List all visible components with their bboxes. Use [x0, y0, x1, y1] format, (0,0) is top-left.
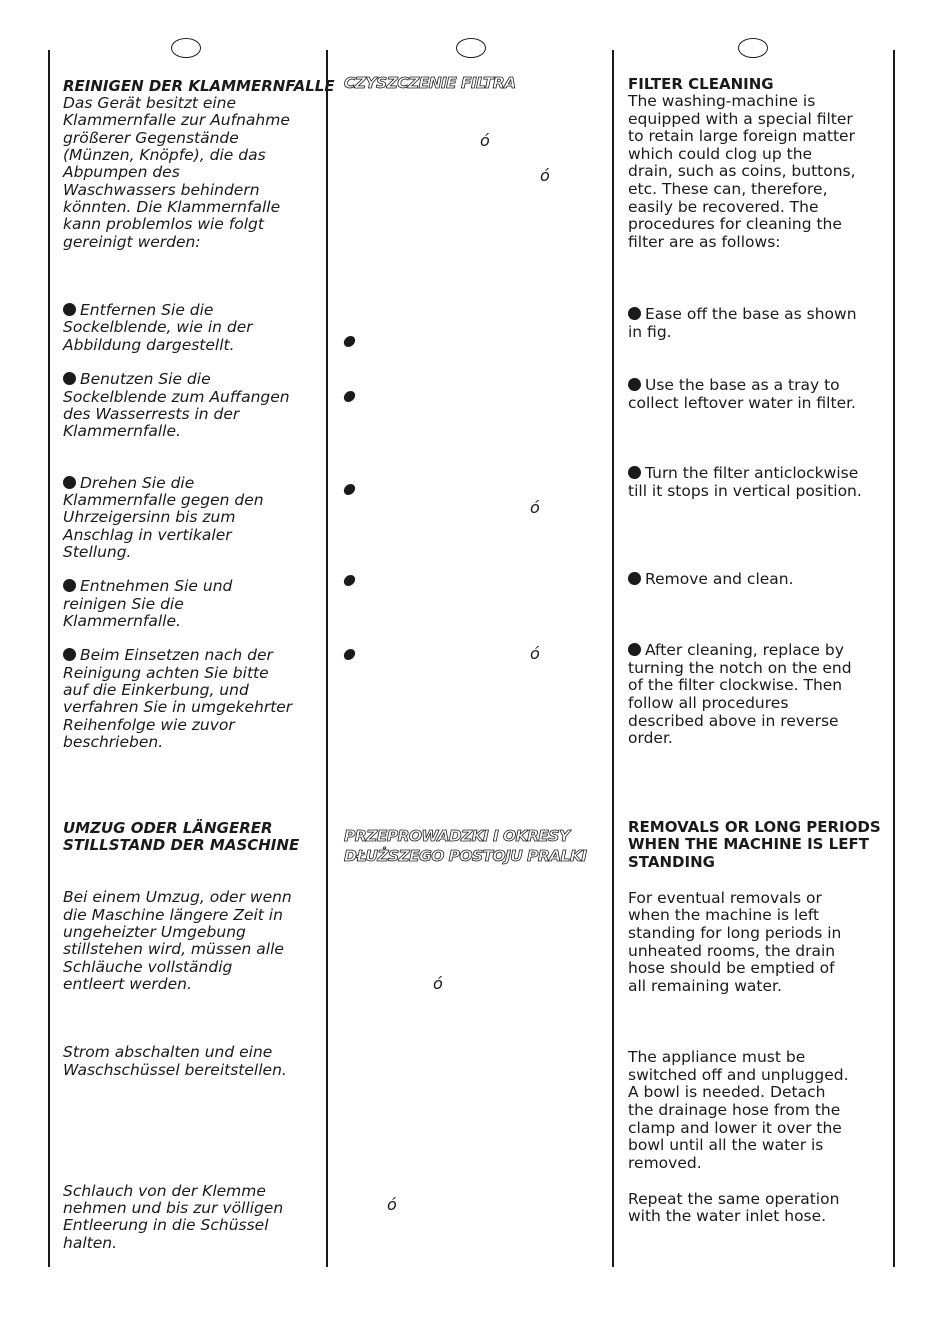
text-line: Schläuche vollständig — [63, 958, 233, 976]
text-line: Stellung. — [63, 543, 132, 561]
text-line: des Wasserrests in der — [63, 405, 240, 423]
bullet-icon — [63, 648, 76, 661]
text-line: The appliance must be — [628, 1048, 806, 1066]
text-line: Klammernfalle gegen den — [63, 491, 264, 509]
text-line: verfahren Sie in umgekehrter — [63, 698, 293, 716]
text-line: removed. — [628, 1154, 702, 1172]
text-line: Klammernfalle. — [63, 612, 181, 630]
text-line: of the filter clockwise. Then — [628, 676, 843, 694]
bullet-icon — [343, 391, 356, 402]
bullet-icon — [343, 484, 356, 495]
text-line: procedures for cleaning the — [628, 215, 842, 233]
text-line: switched off and unplugged. — [628, 1066, 849, 1084]
bullet-icon — [628, 572, 641, 585]
text-line: die Maschine längere Zeit in — [63, 906, 283, 924]
polish-column — [344, 0, 602, 1324]
german-column — [63, 0, 335, 1324]
text-line: order. — [628, 729, 673, 747]
text-line: Anschlag in vertikaler — [63, 526, 232, 544]
text-line: Entfernen Sie die — [63, 302, 213, 319]
text-line: Klammernfalle zur Aufnahme — [63, 111, 290, 129]
pl-heading-filter: CZYSZCZENIE FILTRA — [344, 74, 516, 92]
text-line: Reihenfolge wie zuvor — [63, 716, 235, 734]
text-line: After cleaning, replace by — [628, 642, 844, 659]
text-line: Waschschüssel bereitstellen. — [63, 1061, 287, 1079]
text-line: nehmen und bis zur völligen — [63, 1199, 284, 1217]
pl-bullet — [344, 333, 359, 350]
de-heading-removals-2: STILLSTAND DER MASCHINE — [63, 836, 300, 854]
text-line: Use the base as a tray to — [628, 377, 840, 394]
text-line: Sockelblende zum Auffangen — [63, 388, 290, 406]
text-line: Abpumpen des — [63, 163, 180, 181]
pl-glyph: ó — [433, 974, 443, 993]
pl-bullet — [344, 388, 359, 405]
right-border — [893, 50, 895, 1267]
bullet-icon — [63, 579, 76, 592]
bullet-icon — [628, 466, 641, 479]
en-heading-removals-3: STANDING — [628, 853, 715, 871]
text-line: Turn the filter anticlockwise — [628, 465, 858, 482]
pl-heading-removals-1: PRZEPROWADZKI I OKRESY — [344, 827, 570, 845]
pl-bullet — [344, 572, 359, 589]
en-heading-removals-2: WHEN THE MACHINE IS LEFT — [628, 835, 869, 853]
text-line: Reinigung achten Sie bitte — [63, 664, 269, 682]
text-line: stillstehen wird, müssen alle — [63, 940, 284, 958]
text-line: easily be recovered. The — [628, 198, 819, 216]
text-line: all remaining water. — [628, 977, 782, 995]
text-line: Waschwassers behindern — [63, 181, 260, 199]
text-line: filter are as follows: — [628, 233, 781, 251]
pl-glyph: ó — [530, 498, 540, 517]
text-line: (Münzen, Knöpfe), die das — [63, 146, 266, 164]
text-line: standing for long periods in — [628, 924, 842, 942]
pl-bullet — [344, 481, 359, 498]
text-line: in fig. — [628, 323, 672, 341]
text-line: halten. — [63, 1234, 117, 1252]
text-line: kann problemlos wie folgt — [63, 215, 264, 233]
bullet-icon — [343, 336, 356, 347]
text-line: clamp and lower it over the — [628, 1119, 842, 1137]
text-line: when the machine is left — [628, 906, 820, 924]
bullet-icon — [63, 303, 76, 316]
text-line: bowl until all the water is — [628, 1136, 824, 1154]
text-line: Uhrzeigersinn bis zum — [63, 508, 236, 526]
text-line: etc. These can, therefore, — [628, 180, 828, 198]
english-column — [628, 0, 886, 1324]
text-line: Remove and clean. — [628, 571, 794, 588]
text-line: Entleerung in die Schüssel — [63, 1216, 269, 1234]
text-line: hose should be emptied of — [628, 959, 835, 977]
text-line: Ease off the base as shown — [628, 306, 857, 323]
de-heading-removals-1: UMZUG ODER LÄNGERER — [63, 819, 273, 837]
bullet-icon — [628, 643, 641, 656]
text-line: to retain large foreign matter — [628, 127, 855, 145]
text-line: entleert werden. — [63, 975, 192, 993]
text-line: Beim Einsetzen nach der — [63, 647, 273, 664]
text-line: till it stops in vertical position. — [628, 482, 862, 500]
text-line: unheated rooms, the drain — [628, 942, 836, 960]
bullet-icon — [343, 575, 356, 586]
text-line: which could clog up the — [628, 145, 813, 163]
pl-glyph: ó — [540, 166, 550, 185]
text-line: könnten. Die Klammernfalle — [63, 198, 281, 216]
bullet-icon — [628, 307, 641, 320]
text-line: Repeat the same operation — [628, 1190, 840, 1208]
text-line: Bei einem Umzug, oder wenn — [63, 888, 292, 906]
text-line: equipped with a special filter — [628, 110, 853, 128]
text-line: ungeheizter Umgebung — [63, 923, 246, 941]
text-line: For eventual removals or — [628, 889, 822, 907]
pl-glyph: ó — [530, 644, 540, 663]
text-line: with the water inlet hose. — [628, 1207, 827, 1225]
text-line: A bowl is needed. Detach — [628, 1083, 826, 1101]
text-line: Abbildung dargestellt. — [63, 336, 235, 354]
text-line: the drainage hose from the — [628, 1101, 841, 1119]
text-line: collect leftover water in filter. — [628, 394, 856, 412]
text-line: Klammernfalle. — [63, 422, 181, 440]
pl-heading-removals-2: DŁUŻSZEGO POSTOJU PRALKI — [344, 847, 587, 865]
text-line: drain, such as coins, buttons, — [628, 162, 856, 180]
text-line: Benutzen Sie die — [63, 371, 211, 388]
text-line: described above in reverse — [628, 712, 839, 730]
text-line: beschrieben. — [63, 733, 164, 751]
text-line: turning the notch on the end — [628, 659, 852, 677]
divider-1 — [326, 50, 328, 1267]
left-border — [48, 50, 50, 1267]
bullet-icon — [343, 649, 356, 660]
pl-bullet — [344, 646, 359, 663]
text-line: Drehen Sie die — [63, 475, 194, 492]
text-line: Sockelblende, wie in der — [63, 318, 253, 336]
bullet-icon — [628, 378, 641, 391]
bullet-icon — [63, 476, 76, 489]
text-line: Das Gerät besitzt eine — [63, 94, 237, 112]
pl-glyph: ó — [480, 131, 490, 150]
pl-glyph: ó — [387, 1195, 397, 1214]
divider-2 — [612, 50, 614, 1267]
text-line: Strom abschalten und eine — [63, 1043, 273, 1061]
de-heading-filter: REINIGEN DER KLAMMERNFALLE — [63, 77, 335, 95]
text-line: follow all procedures — [628, 694, 789, 712]
text-line: Entnehmen Sie und — [63, 578, 232, 595]
text-line: gereinigt werden: — [63, 233, 201, 251]
text-line: Schlauch von der Klemme — [63, 1182, 266, 1200]
en-heading-removals-1: REMOVALS OR LONG PERIODS — [628, 818, 881, 836]
text-line: The washing-machine is — [628, 92, 816, 110]
bullet-icon — [63, 372, 76, 385]
text-line: auf die Einkerbung, und — [63, 681, 249, 699]
text-line: größerer Gegenstände — [63, 129, 239, 147]
text-line: reinigen Sie die — [63, 595, 184, 613]
en-heading-filter: FILTER CLEANING — [628, 75, 774, 93]
